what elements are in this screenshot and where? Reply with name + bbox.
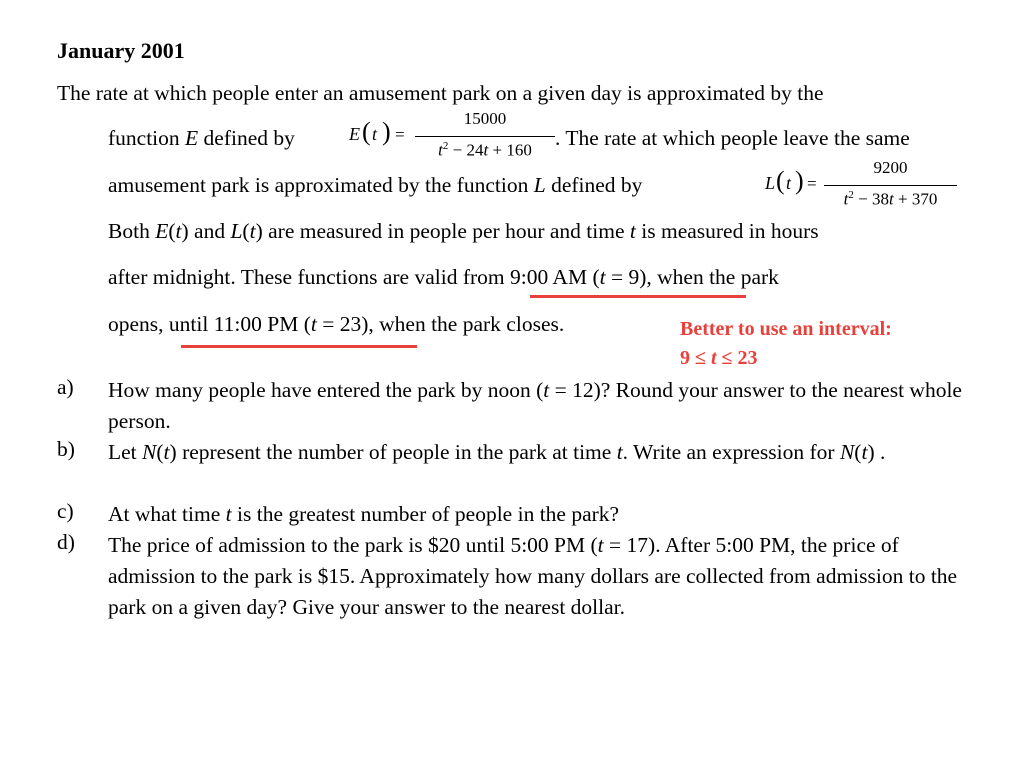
formula-l-numerator: 9200 xyxy=(873,158,908,177)
annotation-line-1: Better to use an interval: xyxy=(680,318,892,340)
formula-e-bar xyxy=(415,136,555,137)
formula-e-numerator: 15000 xyxy=(463,109,507,128)
question-text: The price of admission to the park is $20 until 5:00 PM (t = 17). After 5:00 PM, the price of admission to the park is $15. Approximately how many dollars are collected from admission to the park on a given day? Give your answer to the nearest dollar. xyxy=(108,533,958,619)
question-text: Let N(t) represent the number of people in the park at time t. Write an expression for N(t) . xyxy=(108,440,886,464)
red-underline-end xyxy=(181,345,417,348)
formula-e: E ( t ) = 15000 $t^2 - 24t + 160$ xyxy=(345,108,555,168)
intro-line-5: after midnight. These functions are valid from 9:00 AM (t = 9), when the park xyxy=(108,265,779,289)
intro-line-3: amusement park is approximated by the function L defined by xyxy=(108,173,643,197)
question-text: At what time t is the greatest number of people in the park? xyxy=(108,502,620,526)
intro-line-2: function E defined by xyxy=(108,126,295,150)
question-label: d) xyxy=(57,530,75,554)
question-text: How many people have entered the park by noon (t = 12)? Round your answer to the nearest whole person. xyxy=(108,378,962,433)
question-label: b) xyxy=(57,437,75,461)
formula-l-denominator: $t^2 - 38t + 370$ xyxy=(843,189,938,209)
annotation-note xyxy=(680,315,892,373)
formula-l-bar xyxy=(824,185,957,186)
question-label: c) xyxy=(57,499,74,523)
intro-line-4: Both E(t) and L(t) are measured in people per hour and time t is measured in hours xyxy=(108,219,819,243)
intro-line-6: opens, until 11:00 PM (t = 23), when the park closes. xyxy=(108,312,565,336)
page-title: January 2001 xyxy=(57,38,185,63)
red-underline-start xyxy=(530,295,746,298)
formula-l: L ( t ) = 9200 $t^2 - 38t + 370$ xyxy=(762,157,962,217)
intro-line-2-continued: . The rate at which people leave the same xyxy=(555,126,910,150)
question-label: a) xyxy=(57,375,74,399)
annotation-line-2: 9 ≤ t ≤ 23 xyxy=(680,347,758,369)
intro-line-1: The rate at which people enter an amusement park on a given day is approximated by the xyxy=(57,81,824,105)
formula-e-denominator: $t^2 - 24t + 160$ xyxy=(438,140,532,160)
